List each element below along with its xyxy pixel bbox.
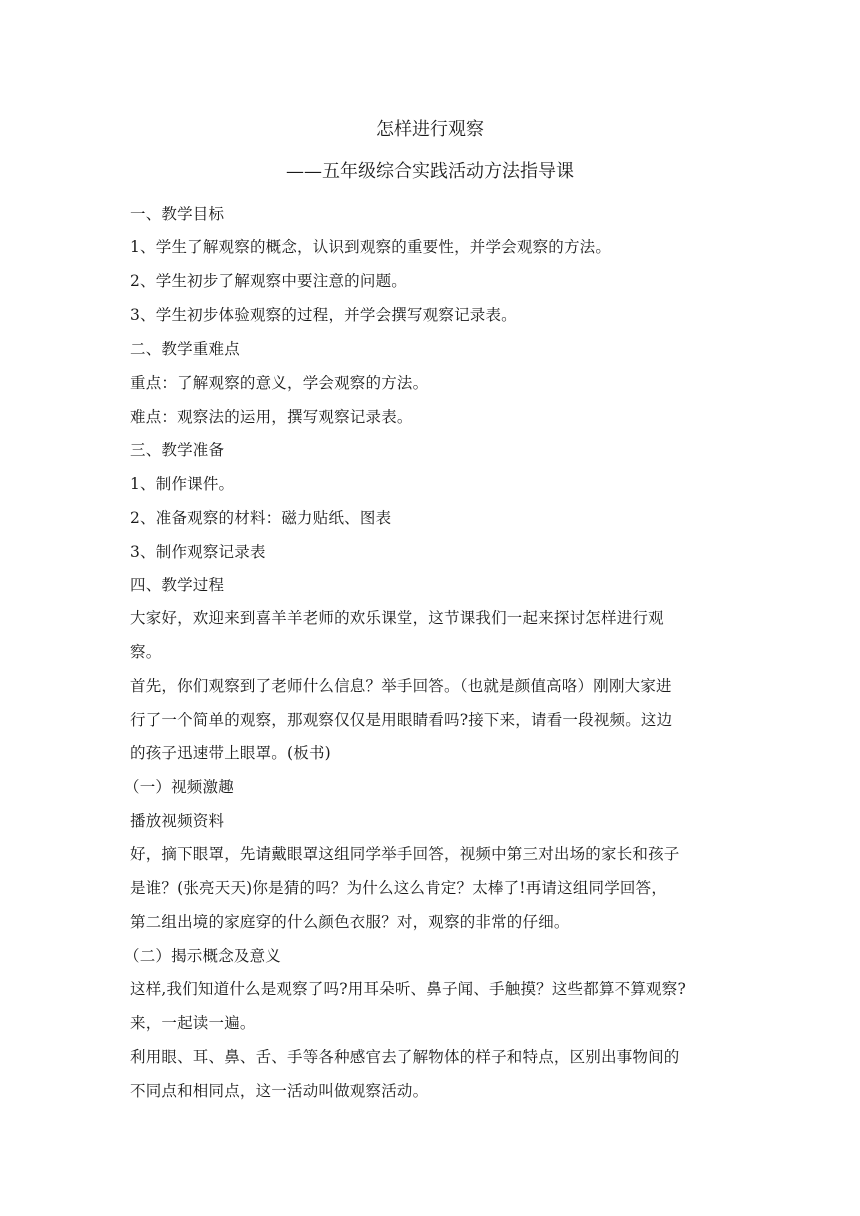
paragraph-line: 这样,我们知道什么是观察了吗?用耳朵听、鼻子闻、手触摸？这些都算不算观察? xyxy=(130,980,686,998)
paragraph-line: 第二组出境的家庭穿的什么颜色衣服？对，观察的非常的仔细。 xyxy=(130,913,570,931)
document-title: 怎样进行观察 xyxy=(376,119,484,140)
paragraph-line: 的孩子迅速带上眼罩。(板书) xyxy=(130,744,331,762)
paragraph-line: 行了一个简单的观察，那观察仅仅是用眼睛看吗?接下来，请看一段视频。这边 xyxy=(130,711,673,729)
paragraph-line: 利用眼、耳、鼻、舌、手等各种感官去了解物体的样子和特点，区别出事物间的 xyxy=(130,1048,680,1066)
subsection-heading-video: （一）视频激趣 xyxy=(124,778,234,796)
objective-item: 3、学生初步体验观察的过程，并学会撰写观察记录表。 xyxy=(130,306,517,324)
preparation-item: 2、准备观察的材料：磁力贴纸、图表 xyxy=(130,509,392,527)
section-heading-key-points: 二、教学重难点 xyxy=(130,340,240,358)
objective-item: 2、学生初步了解观察中要注意的问题。 xyxy=(130,272,407,290)
paragraph-line: 不同点和相同点，这一活动叫做观察活动。 xyxy=(130,1082,429,1100)
objective-item: 1、学生了解观察的概念，认识到观察的重要性，并学会观察的方法。 xyxy=(130,238,612,256)
paragraph-line: 播放视频资料 xyxy=(130,812,225,830)
section-heading-preparation: 三、教学准备 xyxy=(130,441,225,459)
subsection-heading-concept: （二）揭示概念及意义 xyxy=(124,947,282,965)
paragraph-line: 大家好，欢迎来到喜羊羊老师的欢乐课堂，这节课我们一起来探讨怎样进行观 xyxy=(130,609,664,627)
paragraph-line: 来，一起读一遍。 xyxy=(130,1014,256,1032)
paragraph-line: 察。 xyxy=(130,643,162,661)
section-heading-objectives: 一、教学目标 xyxy=(130,205,225,223)
section-heading-process: 四、教学过程 xyxy=(130,576,225,594)
difficult-point-line: 难点：观察法的运用，撰写观察记录表。 xyxy=(130,408,413,426)
paragraph-line: 是谁？(张亮天天)你是猜的吗？为什么这么肯定？太棒了!再请这组同学回答， xyxy=(130,879,668,897)
document-subtitle: ——五年级综合实践活动方法指导课 xyxy=(286,161,574,182)
paragraph-line: 首先，你们观察到了老师什么信息？举手回答。（也就是颜值高咯）刚刚大家进 xyxy=(130,677,672,695)
paragraph-line: 好，摘下眼罩，先请戴眼罩这组同学举手回答，视频中第三对出场的家长和孩子 xyxy=(130,845,680,863)
preparation-item: 3、制作观察记录表 xyxy=(130,543,266,561)
key-point-line: 重点：了解观察的意义，学会观察的方法。 xyxy=(130,374,429,392)
preparation-item: 1、制作课件。 xyxy=(130,475,235,493)
